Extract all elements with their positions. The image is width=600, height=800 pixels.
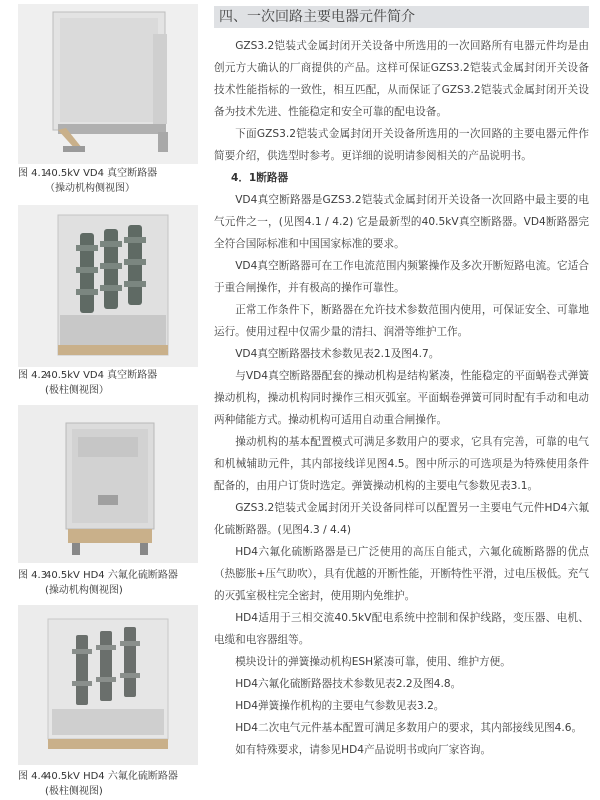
figure-title: 40.5kV VD4 真空断路器	[45, 168, 158, 179]
figure-number: 图 4.4	[18, 771, 48, 782]
paragraph: 模块设计的弹簧操动机构ESH紧凑可靠，使用、维护方便。	[235, 656, 511, 668]
figure-subtitle: (操动机构侧视图)	[45, 585, 123, 596]
paragraph: 与VD4真空断路器配套的操动机构是结构紧凑，性能稳定的平面蜗卷式弹簧操动机构，操动机构同时操作三相灭弧室。平面蜗卷弹簧可同时配有手动和电动两种储能方式。操动机构可适用自动重合闸操作。	[214, 370, 589, 426]
hd4-breaker-pole-side-image	[18, 605, 198, 765]
subsection-heading: 4．1断路器	[230, 172, 289, 184]
paragraph: HD4二次电气元件基本配置可满足多数用户的要求，其内部接线见图4.6。	[235, 722, 583, 734]
paragraph: 操动机构的基本配置模式可满足多数用户的要求，它具有完善，可靠的电气和机械辅助元件，其内部接线详见图4.5。图中所示的可选项是为特殊使用条件配备的，由用户订货时选定。弹簧操动机构的主要电气参数见表3.1。	[214, 436, 589, 492]
figure-title: 40.5kV HD4 六氟化硫断路器	[45, 570, 178, 581]
figure-4-1-photo	[18, 4, 198, 164]
figure-4-1-caption	[18, 166, 203, 196]
figure-title: 40.5kV VD4 真空断路器	[45, 370, 158, 381]
paragraph: HD4适用于三相交流40.5kV配电系统中控制和保护线路，变压器、电机、电缆和电容器组等。	[214, 612, 589, 646]
body-text	[214, 35, 589, 761]
paragraph: GZS3.2铠装式金属封闭开关设备同样可以配置另一主要电气元件HD4六氟化硫断路器。(见图4.3 / 4.4)	[214, 502, 589, 536]
paragraph: GZS3.2铠装式金属封闭开关设备中所选用的一次回路所有电器元件均是由创元方大确认的厂商提供的产品。这样可保证GZS3.2铠装式金属封闭开关设备技术性能指标的一致性，相互匹配，从而保证了GZS3.2铠装式金属封闭开关设备为技术先进、性能稳定和安全可靠的配电设备。	[214, 40, 589, 118]
figure-title: 40.5kV HD4 六氟化硫断路器	[45, 771, 178, 782]
vd4-breaker-mechanism-side-image	[18, 4, 198, 164]
paragraph: VD4真空断路器技术参数见表2.1及图4.7。	[235, 348, 440, 360]
figure-4-2-photo	[18, 205, 198, 367]
figure-subtitle: （操动机构侧视图）	[45, 183, 135, 194]
paragraph: VD4真空断路器是GZS3.2铠装式金属封闭开关设备一次回路中最主要的电气元件之一，(见图4.1 / 4.2) 它是最新型的40.5kV真空断路器。VD4断路器完全符合国际标准和中国国家标准的要求。	[214, 194, 589, 250]
figure-4-3-caption	[18, 568, 203, 598]
paragraph: HD4弹簧操作机构的主要电气参数见表3.2。	[235, 700, 445, 712]
paragraph: 如有特殊要求，请参见HD4产品说明书或向厂家咨询。	[235, 744, 492, 756]
hd4-breaker-mechanism-side-image	[18, 405, 198, 563]
vd4-breaker-pole-side-image	[18, 205, 198, 367]
figure-number: 图 4.3	[18, 570, 48, 581]
paragraph: VD4真空断路器可在工作电流范围内频繁操作及多次开断短路电流。它适合于重合闸操作，并有极高的操作可靠性。	[214, 260, 589, 294]
paragraph: HD4六氟化硫断路器技术参数见表2.2及图4.8。	[235, 678, 462, 690]
figure-subtitle: (极柱侧视图)	[45, 786, 103, 797]
figure-4-3-photo	[18, 405, 198, 563]
figure-column	[0, 0, 200, 800]
figure-number: 图 4.2	[18, 370, 48, 381]
paragraph: 下面GZS3.2铠装式金属封闭开关设备所选用的一次回路的主要电器元件作简要介绍，供选型时参考。更详细的说明请参阅相关的产品说明书。	[214, 128, 589, 162]
paragraph: HD4六氟化硫断路器是已广泛使用的高压自能式，六氟化硫断路器的优点（热膨胀+压气助吹），具有优越的开断性能，开断特性平滑，过电压极低。充气的灭弧室极柱完全密封，使用期内免维护。	[214, 546, 589, 602]
figure-subtitle: (极柱侧视图）	[45, 385, 109, 396]
figure-4-4-photo	[18, 605, 198, 765]
paragraph: 正常工作条件下，断路器在允许技术参数范围内使用，可保证安全、可靠地运行。使用过程中仅需少量的清扫、润滑等维护工作。	[214, 304, 589, 338]
section-title: 四、一次回路主要电器元件简介	[214, 6, 589, 28]
figure-4-4-caption	[18, 769, 203, 799]
figure-number: 图 4.1	[18, 168, 48, 179]
figure-4-2-caption	[18, 368, 203, 398]
